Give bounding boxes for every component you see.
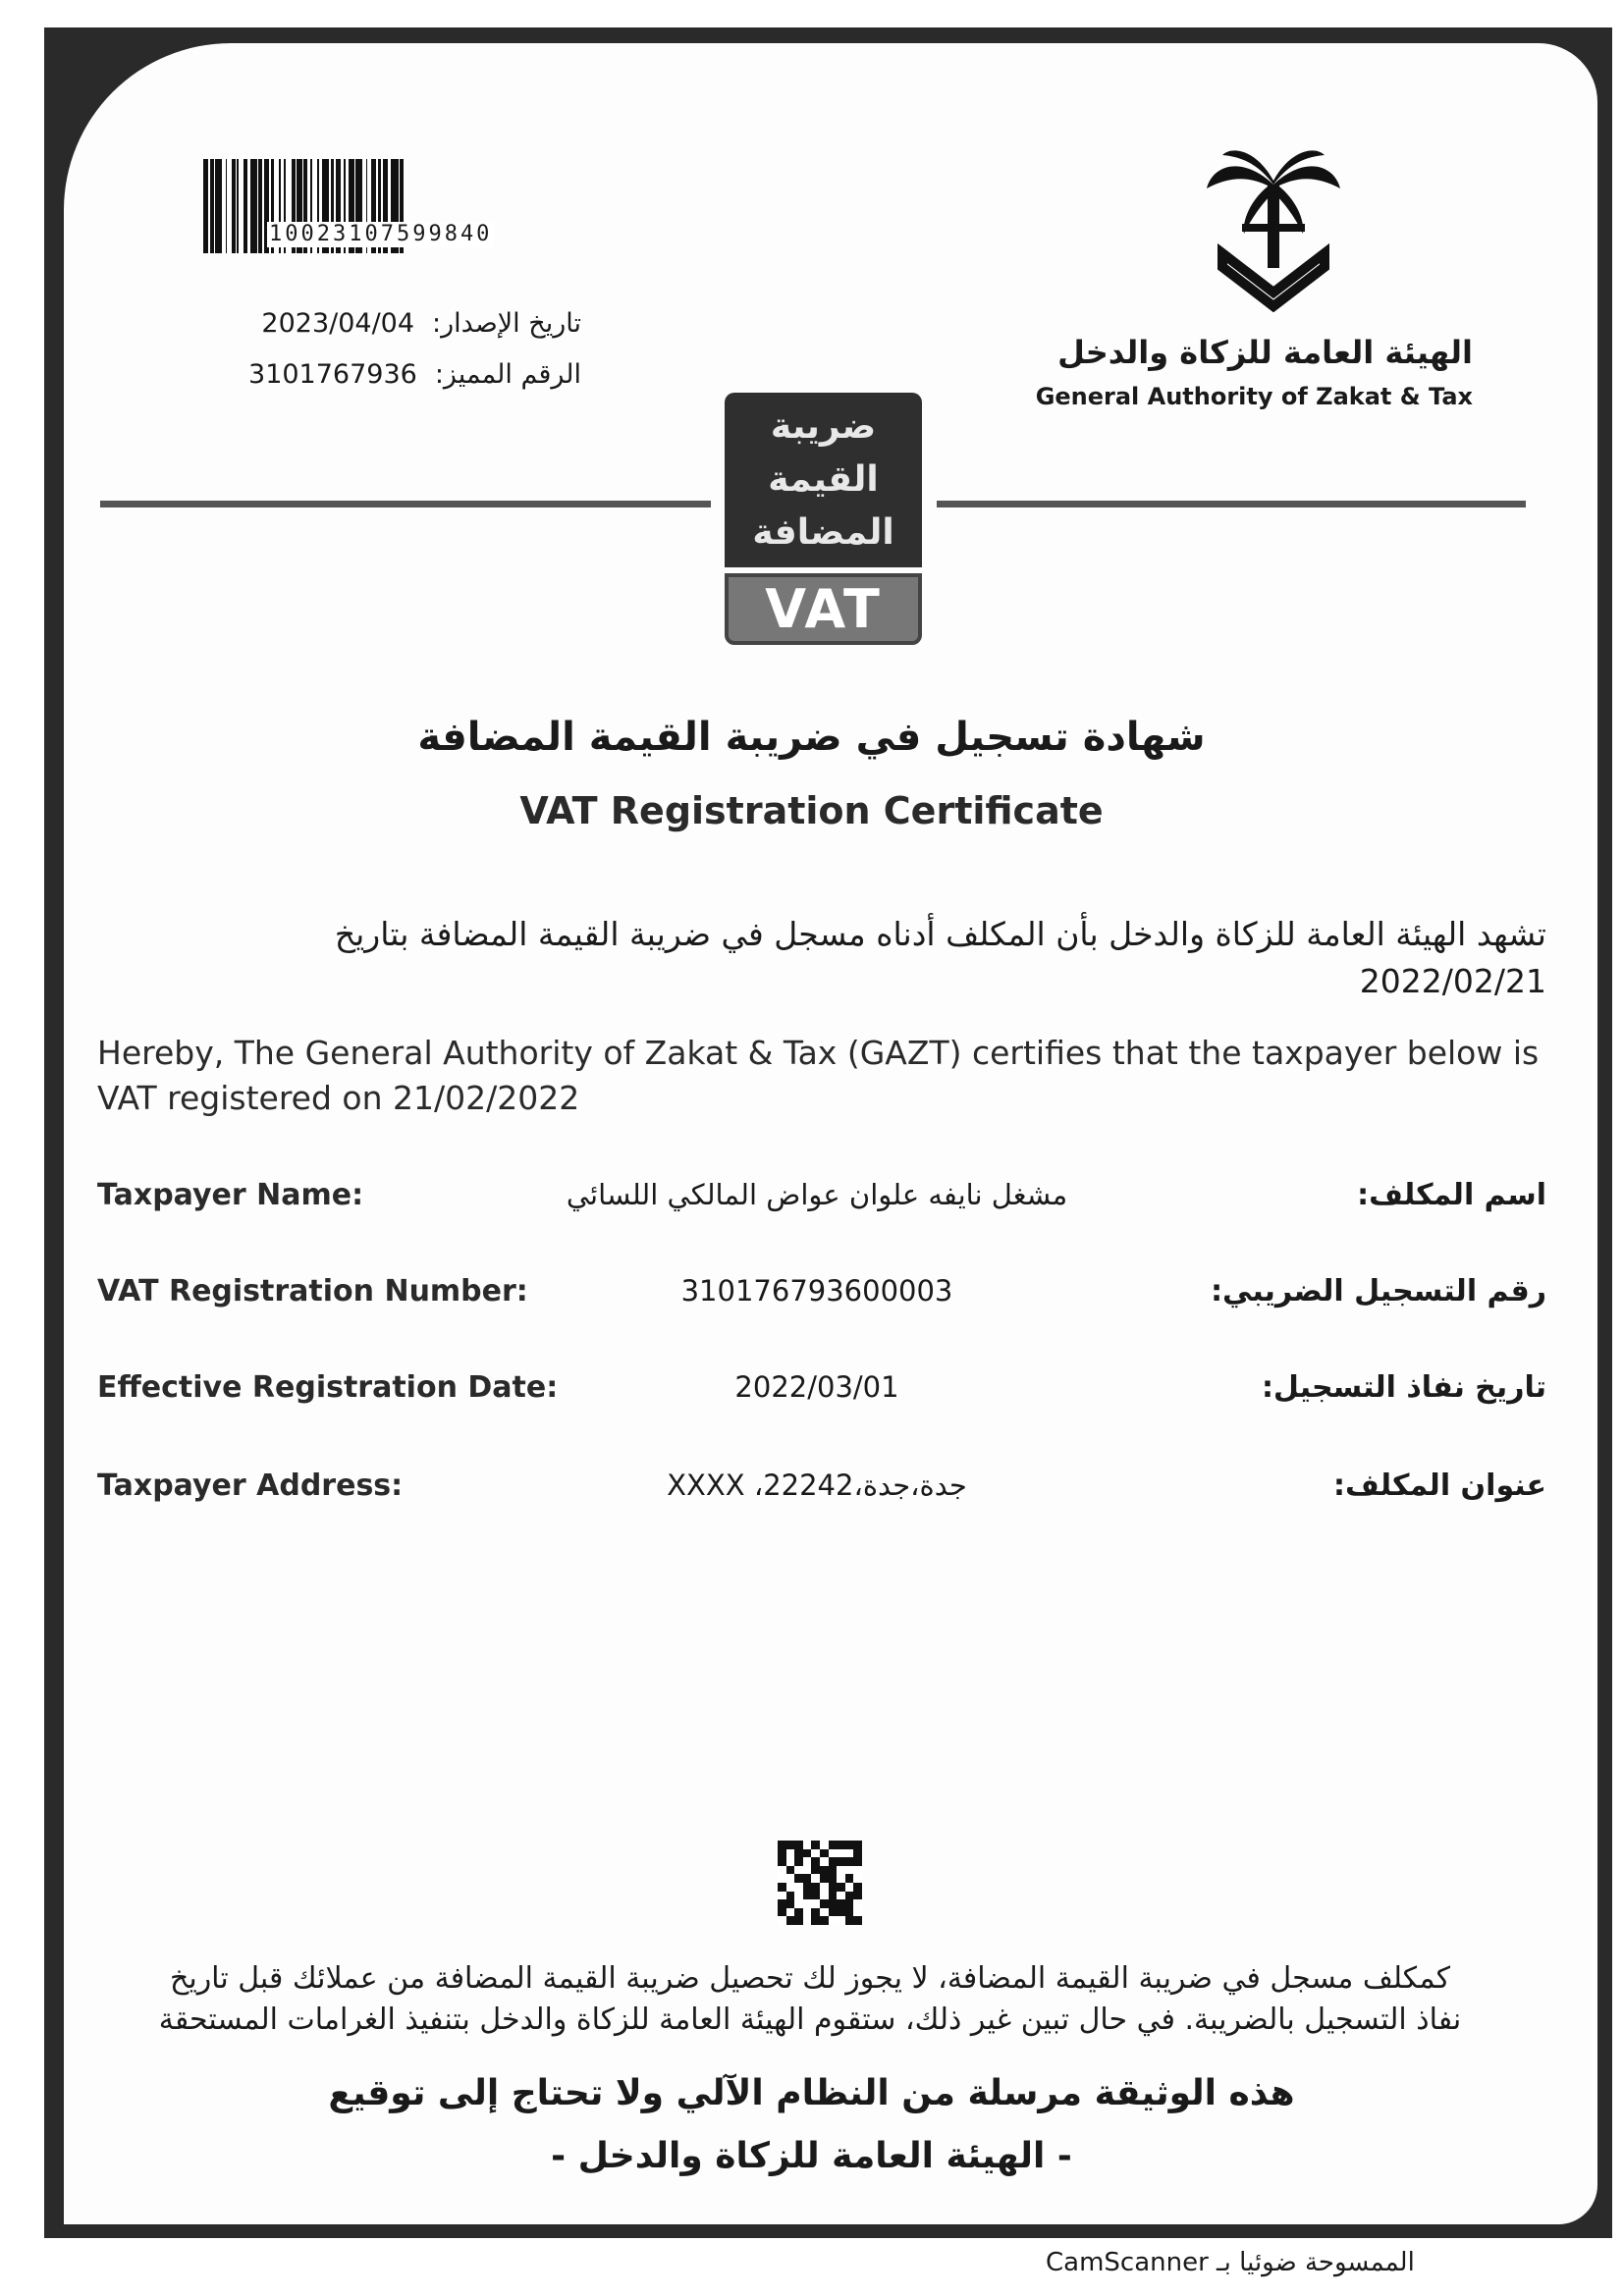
unique-number-label: الرقم المميز:: [434, 359, 581, 390]
field-label-en: VAT Registration Number:: [97, 1274, 528, 1308]
vat-badge-line2: القيمة: [768, 459, 879, 500]
title-arabic: شهادة تسجيل في ضريبة القيمة المضافة: [417, 715, 1206, 760]
field-label-ar: رقم التسجيل الضريبي:: [1211, 1274, 1546, 1308]
field-label-en: Effective Registration Date:: [97, 1370, 559, 1405]
barcode-number: 10023107599840: [269, 222, 493, 246]
title-english: VAT Registration Certificate: [519, 789, 1104, 832]
authority-signoff: - الهيئة العامة للزكاة والدخل -: [551, 2136, 1072, 2176]
unique-number-line: [248, 359, 581, 390]
authority-name-en: General Authority of Zakat & Tax: [1035, 383, 1473, 410]
vat-badge-english: VAT: [725, 573, 922, 645]
notice-line-1: كمكلف مسجل في ضريبة القيمة المضافة، لا يجوز لك تحصيل ضريبة القيمة المضافة من عملائك قبل تاريخ: [169, 1961, 1451, 1996]
auto-generated-note: هذه الوثيقة مرسلة من النظام الآلي ولا تحتاج إلى توقيع: [328, 2073, 1295, 2113]
divider-right: [937, 501, 1526, 507]
issue-date-label: تاريخ الإصدار:: [432, 308, 581, 339]
qr-code: [778, 1841, 862, 1925]
field-label-en: Taxpayer Address:: [97, 1468, 404, 1503]
vat-badge-arabic: [725, 393, 922, 567]
field-value: 2022/03/01: [734, 1370, 899, 1404]
vat-badge-line1: ضريبة: [770, 406, 877, 447]
notice-line-2: نفاذ التسجيل بالضريبة. في حال تبين غير ذلك، ستقوم الهيئة العامة للزكاة والدخل بتنفيذ الغرامات المستحقة: [158, 2002, 1462, 2037]
authority-name-ar: الهيئة العامة للزكاة والدخل: [1057, 334, 1473, 371]
camscanner-watermark: الممسوحة ضوئيا بـ CamScanner: [1046, 2248, 1415, 2277]
field-label-ar: عنوان المكلف:: [1333, 1468, 1546, 1503]
intro-english: Hereby, The General Authority of Zakat & Tax (GAZT) certifies that the taxpayer below is VAT registered on 21/02/2022: [97, 1034, 1540, 1117]
field-label-ar: اسم المكلف:: [1357, 1178, 1546, 1212]
palm-swords-logo-icon: [1203, 145, 1345, 312]
field-label-en: Taxpayer Name:: [97, 1178, 364, 1212]
issue-date-line: [261, 308, 581, 339]
divider-left: [100, 501, 711, 507]
vat-badge-line3: المضافة: [752, 512, 894, 553]
field-value: مشغل نايفه علوان عواض المالكي اللسائي: [566, 1178, 1068, 1211]
vat-badge: [725, 393, 922, 645]
field-value: 310176793600003: [680, 1274, 953, 1308]
field-label-ar: تاريخ نفاذ التسجيل:: [1261, 1370, 1546, 1405]
field-value: جدة،جدة،22242، XXXX: [667, 1468, 967, 1502]
unique-number: 3101767936: [248, 359, 417, 390]
issue-date: 2023/04/04: [261, 308, 415, 339]
intro-arabic: تشهد الهيئة العامة للزكاة والدخل بأن المكلف أدناه مسجل في ضريبة القيمة المضافة بتاريخ 2022/02/21: [334, 915, 1546, 1000]
